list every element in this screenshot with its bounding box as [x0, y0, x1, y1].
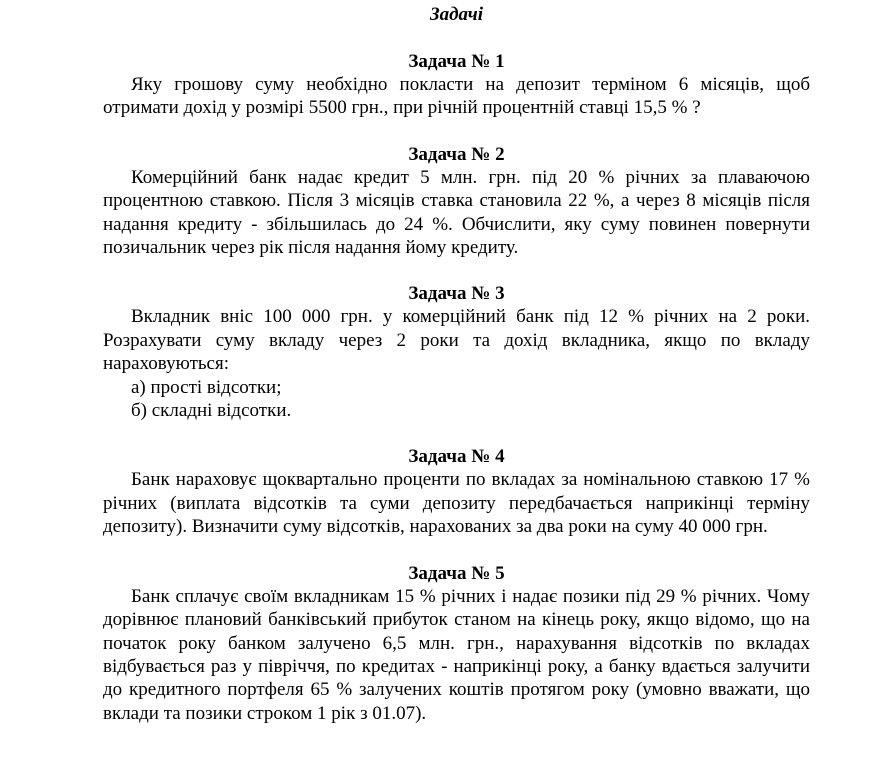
document-title: Задачі	[429, 4, 484, 25]
task-1-heading: Задача № 1	[408, 51, 505, 72]
task-4-heading: Задача № 4	[408, 446, 505, 468]
task-3-body: Вкладник вніс 100 000 грн. у комерційний банк під 12 % річних на 2 роки. Розрахувати суму вкладу через 2 роки та дохід вкладника, якщо по вкладу нараховуються:	[103, 306, 810, 375]
task-4	[103, 446, 810, 538]
task-2-heading: Задача № 2	[408, 143, 505, 165]
task-2-body: Комерційний банк надає кредит 5 млн. грн. під 20 % річних за плаваючою процентною ставкою. Після 3 місяців ставка становила 22 %, а через 8 місяців після надання кредиту - збільшилась до 24 %. Обчислити, яку суму повинен повернути позичальник через рік після надання йому кредиту.	[103, 166, 810, 259]
task-5	[103, 563, 810, 725]
task-3-option-a: а) прості відсотки;	[131, 376, 282, 398]
task-3	[103, 283, 810, 422]
task-1-body: Яку грошову суму необхідно покласти на депозит терміном 6 місяців, щоб отримати дохід у розмірі 5500 грн., при річній процентній ставці 15,5 % ?	[103, 74, 810, 119]
task-4-body: Банк нараховує щоквартально проценти по вкладах за номінальною ставкою 17 % річних (виплата відсотків та суми депозиту передбачається наприкінці терміну депозиту). Визначити суму відсотків, нарахованих за два роки на суму 40 000 грн.	[103, 469, 810, 538]
task-5-heading: Задача № 5	[408, 562, 505, 584]
task-3-option-b: б) складні відсотки.	[131, 400, 292, 422]
task-5-body: Банк сплачує своїм вкладникам 15 % річних і надає позики під 29 % річних. Чому дорівнює плановий банківський прибуток станом на кінець року, якщо відомо, що на початок року банком залучено 6,5 млн. грн., нарахування відсотків по вкладах відбувається раз у півріччя, по кредитах - наприкінці року, а банку вдається залучити до кредитного портфеля 65 % залучених коштів протягом року (умовно вважати, що вклади та позики строком 1 рік з 01.07).	[103, 585, 810, 724]
document-page	[103, 0, 810, 725]
task-3-heading: Задача № 3	[408, 283, 505, 305]
task-3-options	[103, 376, 810, 423]
task-2	[103, 144, 810, 260]
task-1	[103, 51, 810, 120]
